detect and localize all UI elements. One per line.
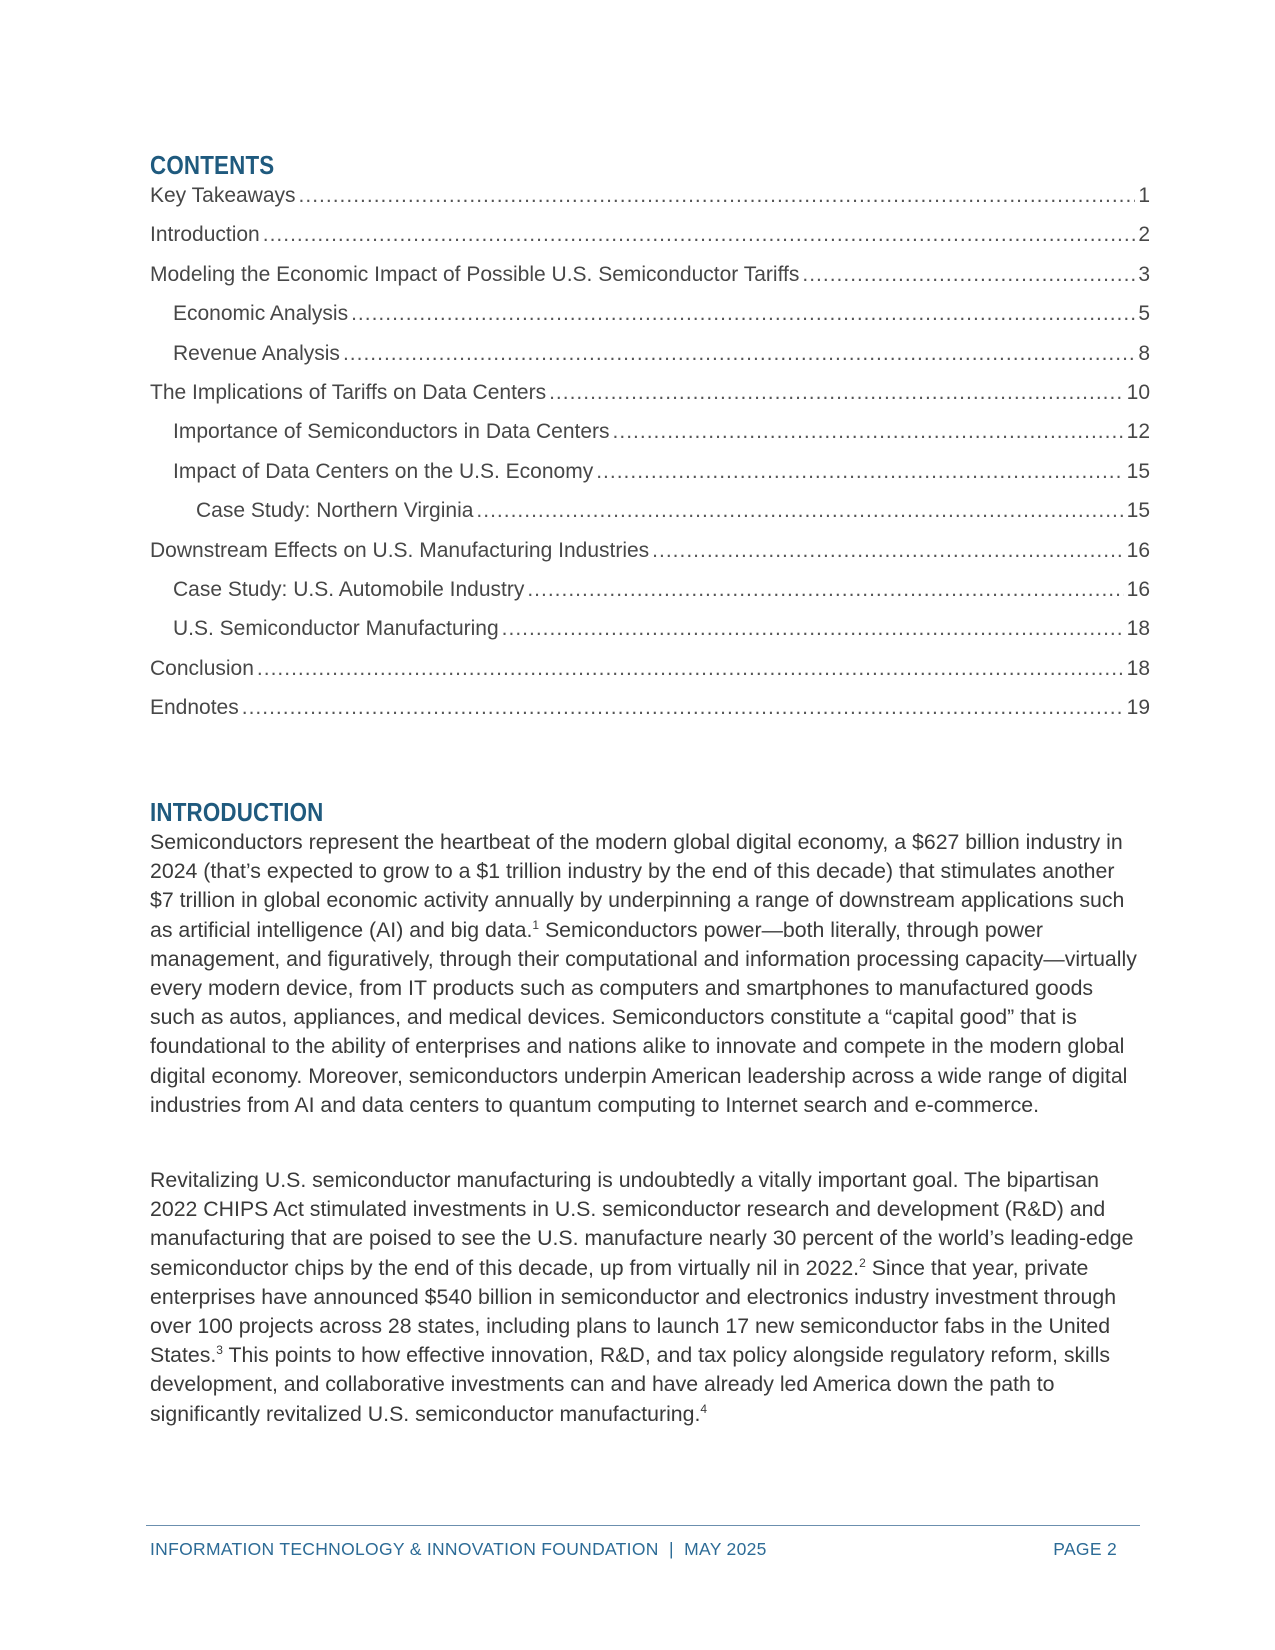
- toc-entry-title: Case Study: Northern Virginia: [196, 499, 474, 523]
- endnote-ref-4[interactable]: 4: [700, 1401, 708, 1416]
- toc-entry-title: Modeling the Economic Impact of Possible U.S. Semiconductor Tariffs: [150, 262, 800, 286]
- toc-entry-page-number: 15: [1126, 459, 1150, 483]
- paragraph-text: Since that year, private enterprises have announced $540 billion in semiconductor and electronics industry investment through over 100 projects across 28 states, including plans to launch 17 new semiconductor fabs in the United States.: [150, 1255, 1117, 1368]
- toc-entry-page-number: 8: [1138, 341, 1150, 365]
- toc-entry-title: Conclusion: [150, 656, 254, 680]
- toc-entry-page-number: 1: [1138, 184, 1150, 207]
- footer-page-number: PAGE 2: [1053, 1539, 1117, 1559]
- toc-entry[interactable]: [150, 420, 1150, 459]
- paragraph-text: Semiconductors power—both literally, through power management, and figuratively, through their computational and information processing capacity—virtually every modern device, from IT products such as computers and smartphones to manufactured goods such as autos, appliances, and medical devices. Semiconductors constitute a “capital good” that is foundational to the ability of enterprises and nations alike to innovate and compete in the modern global digital economy. Moreover, semiconductors underpin American leadership across a wide range of digital industries from AI and data centers to quantum computing to Internet search and e-commerce.: [150, 917, 1137, 1117]
- introduction-heading: INTRODUCTION: [150, 797, 324, 827]
- toc-entry-title: Endnotes: [150, 696, 239, 720]
- toc-dot-leader: [502, 617, 1124, 641]
- footer-divider: [146, 1525, 1140, 1526]
- toc-entry[interactable]: [150, 578, 1150, 617]
- toc-entry-title: Downstream Effects on U.S. Manufacturing Industries: [150, 538, 650, 562]
- toc-entry-title: Introduction: [150, 223, 260, 247]
- footer-publisher-date: INFORMATION TECHNOLOGY & INNOVATION FOUNDATION | MAY 2025: [150, 1539, 767, 1559]
- toc-dot-leader: [652, 539, 1123, 563]
- paragraph-text: Revitalizing U.S. semiconductor manufacturing is undoubtedly a vitally important goal. The bipartisan 2022 CHIPS Act stimulated investments in U.S. semiconductor research and development (R&D) and manufacturing that are poised to see the U.S. manufacture nearly 30 percent of the world’s leading-edge semiconductor chips by the end of this decade, up from virtually nil in 2022.: [150, 1168, 1134, 1280]
- toc-entry[interactable]: [150, 696, 1150, 735]
- toc-entry[interactable]: [150, 460, 1150, 499]
- toc-dot-leader: [299, 184, 1136, 208]
- toc-entry-page-number: 3: [1138, 262, 1150, 286]
- toc-entry-page-number: 18: [1126, 617, 1150, 641]
- endnote-ref-3[interactable]: 3: [216, 1343, 223, 1358]
- paragraph-text: Semiconductors represent the heartbeat of the modern global digital economy, a $627 billion industry in 2024 (that’s expected to grow to a $1 trillion industry by the end of this decade) that stimulates another $7 trillion in global economic activity annually by underpinning a range of downstream applications such as artificial intelligence (AI) and big data.: [150, 830, 1125, 942]
- toc-entry-page-number: 10: [1126, 380, 1150, 404]
- paragraph-text: This points to how effective innovation, R&D, and tax policy alongside regulatory reform, skills development, and collaborative investments can and have already led America down the path to significantly revitalized U.S. semiconductor manufacturing.: [150, 1343, 1111, 1426]
- toc-dot-leader: [476, 499, 1123, 523]
- toc-dot-leader: [257, 657, 1124, 681]
- toc-dot-leader: [549, 381, 1124, 405]
- toc-entry-page-number: 15: [1126, 499, 1150, 523]
- toc-entry-title: Impact of Data Centers on the U.S. Economy: [173, 459, 594, 483]
- toc-dot-leader: [263, 223, 1136, 247]
- toc-dot-leader: [802, 263, 1135, 287]
- toc-entry[interactable]: [150, 184, 1150, 223]
- endnote-ref-1[interactable]: 1: [532, 917, 540, 932]
- toc-entry-page-number: 19: [1126, 696, 1150, 720]
- contents-heading: CONTENTS: [150, 150, 275, 180]
- toc-entry[interactable]: [150, 263, 1150, 302]
- toc-dot-leader: [343, 342, 1135, 366]
- toc-entry-page-number: 2: [1138, 223, 1150, 247]
- introduction-paragraph-1: [150, 828, 1140, 1120]
- toc-entry-title: U.S. Semiconductor Manufacturing: [173, 617, 499, 641]
- endnote-ref-2[interactable]: 2: [859, 1255, 866, 1270]
- toc-entry-title: The Implications of Tariffs on Data Centers: [150, 380, 547, 404]
- toc-entry-title: Importance of Semiconductors in Data Centers: [173, 420, 610, 444]
- toc-entry-page-number: 16: [1126, 538, 1150, 562]
- toc-entry-page-number: 12: [1126, 420, 1150, 444]
- toc-entry-page-number: 18: [1126, 656, 1150, 680]
- toc-dot-leader: [527, 578, 1123, 602]
- toc-entry[interactable]: [150, 381, 1150, 420]
- toc-entry[interactable]: [150, 657, 1150, 696]
- toc-entry-title: Revenue Analysis: [173, 341, 340, 365]
- toc-entry[interactable]: [150, 617, 1150, 656]
- toc-dot-leader: [351, 302, 1135, 326]
- toc-entry[interactable]: [150, 342, 1150, 381]
- toc-entry-title: Case Study: U.S. Automobile Industry: [173, 577, 525, 601]
- toc-entry[interactable]: [150, 302, 1150, 341]
- introduction-paragraph-2: [150, 1166, 1140, 1429]
- toc-entry[interactable]: [150, 223, 1150, 262]
- toc-entry-title: Key Takeaways: [150, 184, 296, 207]
- toc-entry-title: Economic Analysis: [173, 302, 349, 326]
- toc-dot-leader: [613, 420, 1124, 444]
- toc-entry-page-number: 5: [1138, 302, 1150, 326]
- toc-entry-page-number: 16: [1126, 577, 1150, 601]
- toc-dot-leader: [242, 696, 1124, 720]
- toc-entry[interactable]: [150, 539, 1150, 578]
- toc-dot-leader: [596, 460, 1123, 484]
- table-of-contents: [150, 184, 1150, 735]
- toc-entry[interactable]: [150, 499, 1150, 538]
